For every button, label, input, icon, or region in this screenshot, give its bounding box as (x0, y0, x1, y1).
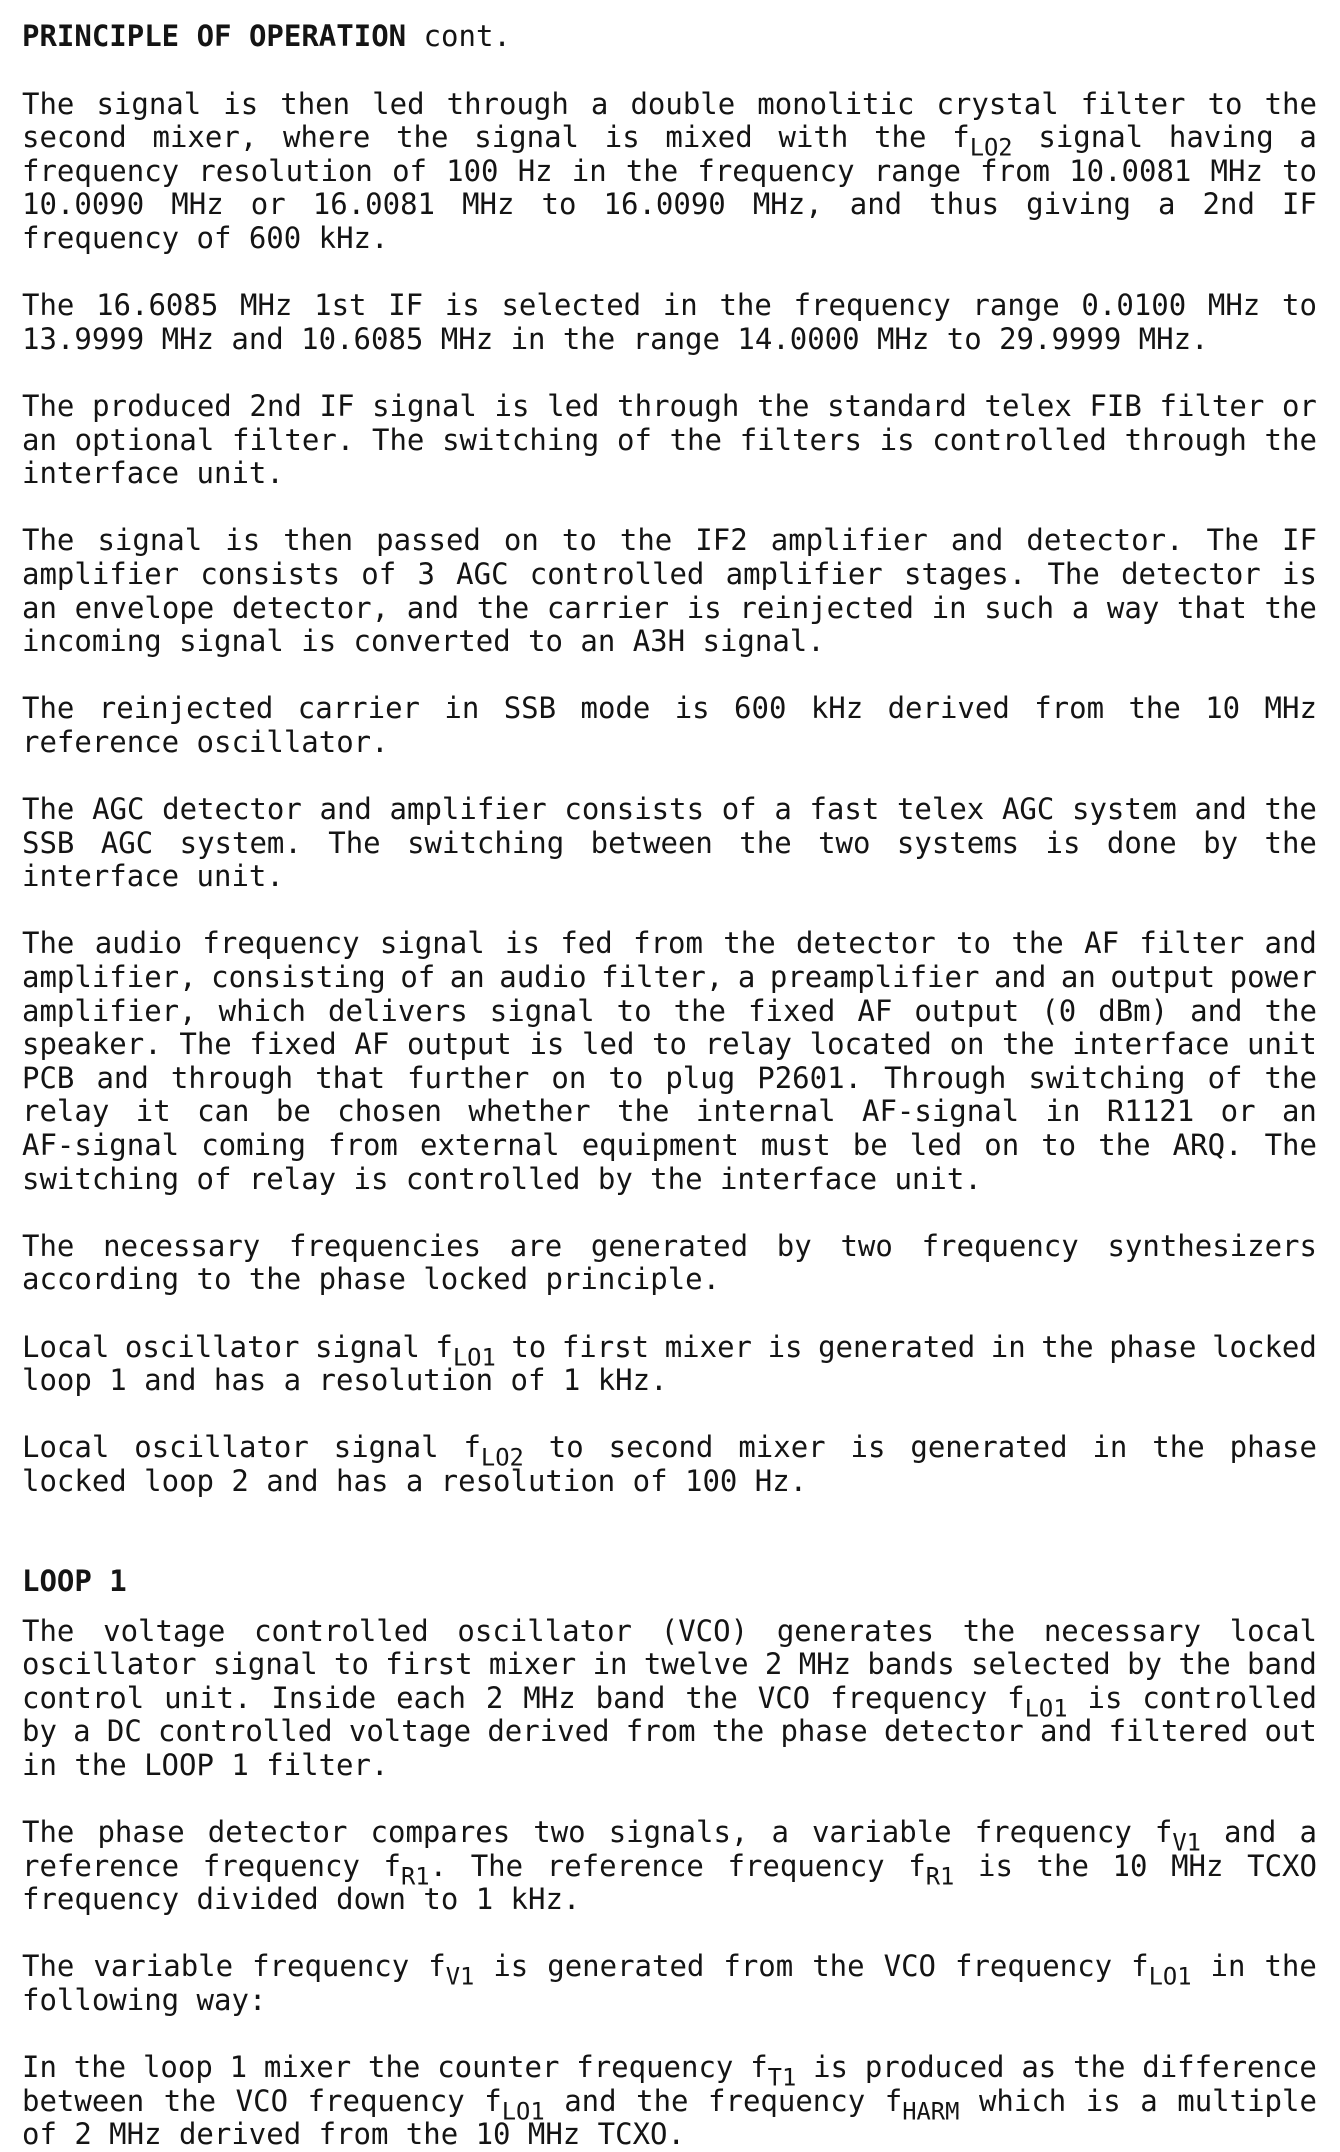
paragraph-p3 (22, 390, 1317, 491)
text-line: amplifier consists of 3 AGC controlled amplifier stages. The detector is (22, 556, 1317, 591)
text-line: by a DC controlled voltage derived from the phase detector and filtered out (22, 1714, 1317, 1749)
paragraph-p1 (22, 88, 1317, 256)
text-line: The AGC detector and amplifier consists of a fast telex AGC system and the (22, 792, 1317, 827)
text-line: locked loop 2 and has a resolution of 100 Hz. (22, 1463, 808, 1498)
paragraph-p4 (22, 524, 1317, 658)
page-heading (22, 20, 1317, 54)
text-line: AF-signal coming from external equipment must be led on to the ARQ. The (22, 1128, 1317, 1162)
text-line: SSB AGC system. The switching between the two systems is done by the (22, 825, 1317, 860)
page-heading-suffix: cont. (423, 19, 511, 53)
text-line: Local oscillator signal $f_{LO2}$ to second mixer is generated in the phase (22, 1430, 1317, 1472)
text-line: The signal is then passed on to the IF2 amplifier and detector. The IF (22, 523, 1317, 558)
paragraph-p13 (22, 1950, 1317, 2017)
paragraph-p8 (22, 1230, 1317, 1297)
text-column (22, 20, 1317, 2152)
text-line: The phase detector compares two signals, a variable frequency $f_{V1}$ and a (22, 1815, 1317, 1857)
text-line: Local oscillator signal $f_{LO1}$ to first mixer is generated in the phase locked (22, 1329, 1317, 1371)
text-line: 10.0090 MHz or 16.0081 MHz to 16.0090 MHz, and thus giving a 2nd IF (22, 187, 1317, 222)
text-line: loop 1 and has a resolution of 1 kHz. (22, 1363, 668, 1398)
text-line: The signal is then led through a double monolitic crystal filter to the (22, 86, 1317, 121)
text-line: The variable frequency $f_{V1}$ is generated from the VCO frequency $f_{LO1}$ in the (22, 1949, 1317, 1991)
text-line: The reinjected carrier in SSB mode is 600 kHz derived from the 10 MHz (22, 691, 1317, 726)
paragraph-p9 (22, 1331, 1317, 1398)
text-line: The audio frequency signal is fed from the detector to the AF filter and (22, 926, 1317, 961)
text-line: frequency of 600 kHz. (22, 220, 389, 255)
text-line: PCB and through that further on to plug P2601. Through switching of the (22, 1060, 1317, 1095)
paragraph-p12 (22, 1816, 1317, 1917)
text-line: amplifier, consisting of an audio filter, a preamplifier and an output power (22, 960, 1317, 995)
text-line: control unit. Inside each 2 MHz band the VCO frequency $f_{LO1}$ is controlled (22, 1680, 1317, 1723)
paragraph-p5 (22, 692, 1317, 759)
text-line: of 2 MHz derived from the 10 MHz TCXO. (22, 2117, 685, 2152)
text-line: frequency divided down to 1 kHz. (22, 1882, 581, 1917)
text-line: The voltage controlled oscillator (VCO) generates the necessary local (22, 1613, 1317, 1648)
text-line: The necessary frequencies are generated by two frequency synthesizers (22, 1228, 1317, 1263)
text-line: In the loop 1 mixer the counter frequency $f_{T1}$ is produced as the difference (22, 2050, 1317, 2092)
text-line: switching of relay is controlled by the interface unit. (22, 1161, 982, 1196)
text-line: according to the phase locked principle. (22, 1262, 721, 1297)
text-line: between the VCO frequency $f_{LO1}$ and the frequency $f_{HARM}$ which is a multiple (22, 2083, 1317, 2126)
text-line: in the LOOP 1 filter. (22, 1747, 389, 1782)
text-line: reference oscillator. (22, 724, 389, 759)
text-line: oscillator signal to first mixer in twelve 2 MHz bands selected by the band (22, 1647, 1317, 1682)
paragraph-p2 (22, 289, 1317, 356)
text-line: incoming signal is converted to an A3H signal. (22, 624, 825, 659)
paragraph-p10 (22, 1431, 1317, 1498)
text-line: frequency resolution of 100 Hz in the frequency range from 10.0081 MHz to (22, 153, 1317, 188)
text-line: interface unit. (22, 859, 284, 894)
text-line: 13.9999 MHz and 10.6085 MHz in the range 14.0000 MHz to 29.9999 MHz. (22, 321, 1209, 356)
text-line: The 16.6085 MHz 1st IF is selected in the frequency range 0.0100 MHz to (22, 288, 1317, 323)
text-line: The produced 2nd IF signal is led through the standard telex FIB filter or (22, 388, 1317, 423)
text-line: interface unit. (22, 456, 284, 491)
text-line: an optional filter. The switching of the filters is controlled through the (22, 422, 1317, 457)
text-line: reference frequency $f_{R1}$. The reference frequency $f_{R1}$ is the 10 MHz TCXO (22, 1848, 1317, 1890)
text-line: speaker. The fixed AF output is led to relay located on the interface unit (22, 1027, 1317, 1062)
paragraph-p14 (22, 2051, 1317, 2152)
text-line: amplifier, which delivers signal to the fixed AF output (0 dBm) and the (22, 993, 1317, 1028)
section-heading-loop1: LOOP 1 (22, 1563, 127, 1598)
text-line: second mixer, where the signal is mixed with the $f_{LO2}$ signal having a (22, 120, 1317, 162)
text-line: following way: (22, 1983, 267, 2018)
text-line: an envelope detector, and the carrier is reinjected in such a way that the (22, 590, 1317, 625)
paragraph-p7 (22, 927, 1317, 1196)
paragraph-p6 (22, 793, 1317, 894)
text-line: relay it can be chosen whether the internal AF-signal in R1121 or an (22, 1094, 1317, 1129)
paragraph-p11 (22, 1615, 1317, 1783)
page-heading-title: PRINCIPLE OF OPERATION (22, 19, 407, 53)
